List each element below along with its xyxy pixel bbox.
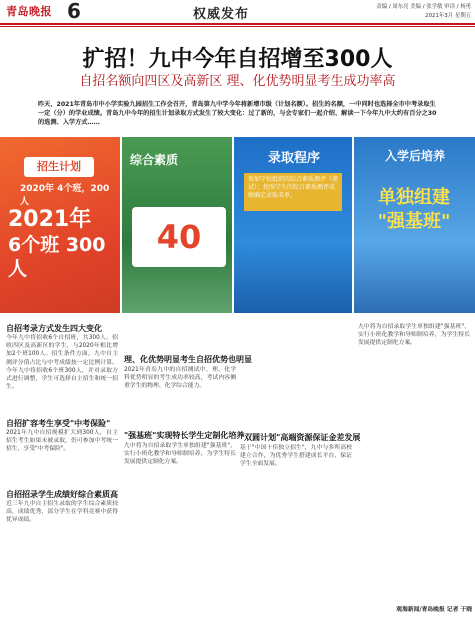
panel-note: 参加学校组织的综合素质测评（笔试）；按照学生的综合素质测评成绩确定录取名单。 [244, 173, 342, 211]
panel-count: 6个班 300人 [8, 234, 106, 280]
header-rule [0, 23, 475, 25]
reporter-credit: 观海新闻/青岛晚报 记者 于晓 [396, 607, 472, 613]
panel-year: 2021年 [8, 207, 92, 232]
panel-subtitle: 2020年 4个班，200人 [20, 184, 110, 207]
section-body: 近三年九中自主招生录取的学生综合素质较高，成绩优秀，部分学生在学科竞赛中获得优异成绩。 [6, 501, 118, 524]
infographic-admission-process [234, 137, 352, 313]
page-number: 6 [67, 0, 81, 23]
panel-title: 录取程序 [267, 151, 320, 166]
issue-date: 2021年3月 星期五 [425, 13, 471, 19]
section-heading: 自招招录学生成绩好综合素质高 [6, 490, 118, 499]
article-subhead: 自招名额向四区及高新区 理、化优势明显考生成功率高 [79, 74, 396, 89]
panel-line1: 单独组建 [378, 187, 450, 208]
infographic-enrollment-plan [0, 137, 120, 313]
section-heading: "强基班"实现特长学生定制化培养 [124, 431, 245, 440]
panel-badge: 招生计划 [24, 157, 94, 177]
section-heading: 自招扩容考生享受"中考保险" [6, 419, 111, 428]
header-rule-thin [0, 26, 475, 27]
section-body: 今年九中将招收6个自招班，共300人，招收四区及高新区的学生，与2020年相比增加2个班100人。招生条件方面，九中自主测评分值占比与中考成绩按一定比例计算。今年九中将招收6个班300人，并对录取方式进行调整，学生可选择自主招生和统一招生。 [6, 335, 118, 391]
article-lead: 昨天，2021年青岛市中小学实验九园招生工作会召开，青岛第九中学今年将新增市级（计划名额）。招生的名额，一中同时也选择全市中考录取生一定（分）的学业成绩。青岛九中今年的招生计划录取方式发生了较大变化：过了新的，与会专家们一起介绍、解读一下今年九中大约有百分之30的选测、入学方式…… [38, 101, 437, 126]
infographic-training [354, 137, 475, 313]
section-heading: "双圆计划"高端资源保证金差发展 [240, 433, 361, 442]
infographic-quality [122, 137, 232, 313]
section-body: 九中将为自招录取学生单独组建"强基班"，实行小班化教学和导师制培养，为学生特长发展提供定制化方案。 [124, 443, 236, 466]
section-title: 权威发布 [193, 7, 250, 22]
section-heading: 理、化优势明显考生自招优势也明显 [124, 355, 252, 364]
section-body: 九中将为自招录取学生单独组建"强基班"，实行小班化教学和导师制培养，为学生特长发展提供定制化方案。 [358, 324, 470, 347]
section-body: 2021年青岛九中的自招测试中，理、化学科优势明显的考生成功率较高，考试内容侧重学生的物理、化学综合能力。 [124, 367, 236, 390]
section-body: 基于"中国十佳独立招生"，九中与多所高校建立合作，为优秀学生搭建成长平台，保证学生全面发展。 [240, 445, 352, 468]
section-body: 2021年九中自招规模扩大到300人，自主招生考生如果未被录取，仍可参加中考统一招生，享受"中考保险"。 [6, 430, 118, 453]
article-headline: 扩招！九中今年自招增至300人 [82, 47, 393, 72]
panel-title: 综合素质 [130, 153, 179, 167]
panel-number: 40 [132, 207, 226, 267]
section-heading: 自招考录方式发生四大变化 [6, 324, 102, 333]
panel-line2: "强基班" [377, 211, 451, 232]
panel-title: 入学后培养 [384, 149, 445, 163]
masthead-logo: 青岛晚报 [6, 5, 52, 18]
editor-credits: 责编 / 周东亮 美编 / 张学敏 审读 / 杨勇 [376, 4, 471, 10]
